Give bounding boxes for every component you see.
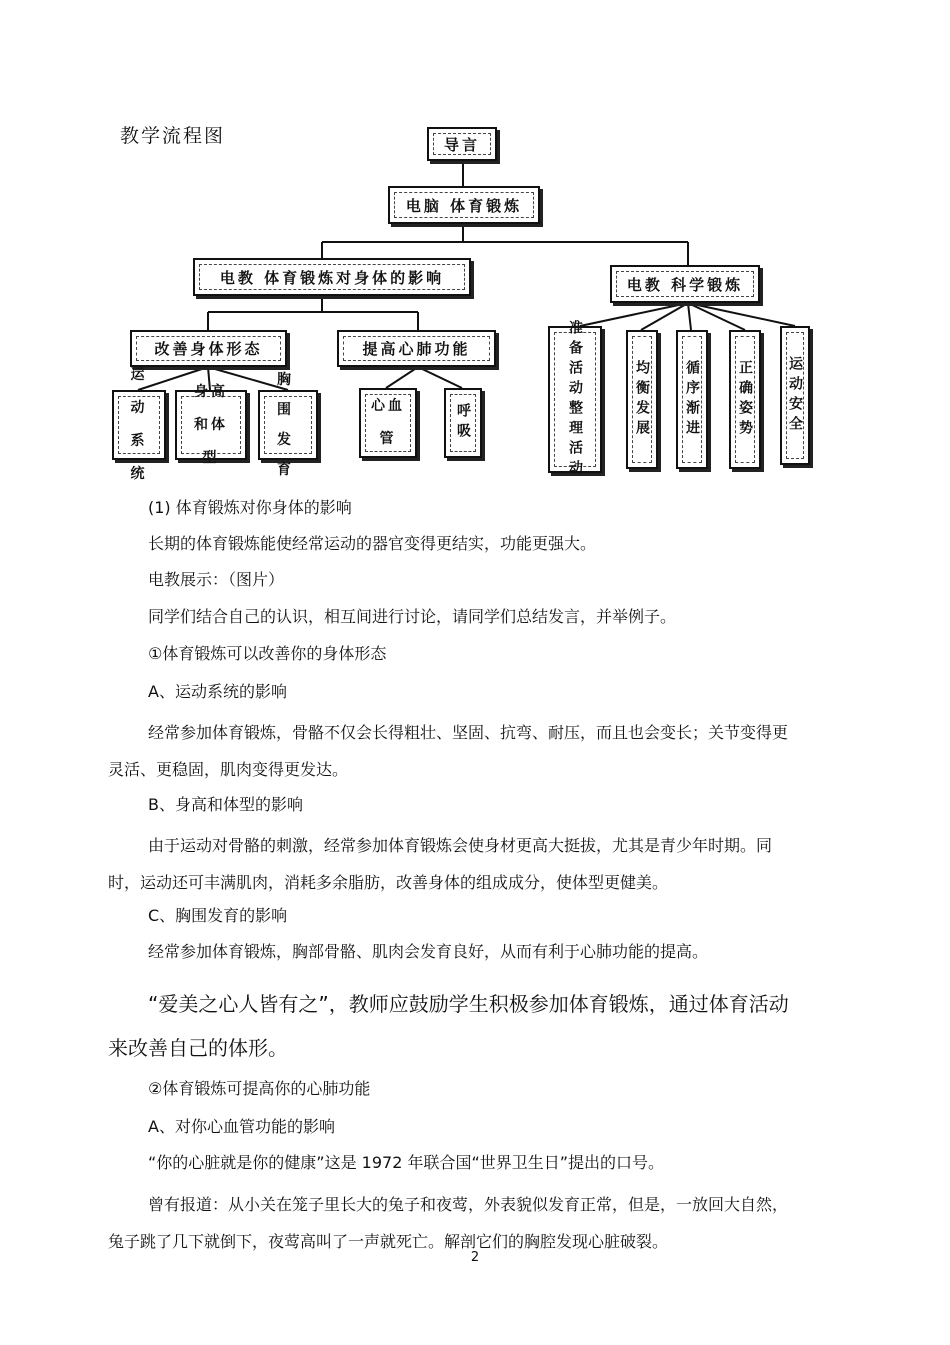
section-heading: (1) 体育锻炼对你身体的影响 <box>148 498 352 517</box>
paragraph: 同学们结合自己的认识，相互间进行讨论，请同学们总结发言，并举例子。 <box>148 607 677 626</box>
paragraph: 长期的体育锻炼能使经常运动的器官变得更结实，功能更强大。 <box>148 534 597 553</box>
node-exercise-safety <box>780 326 810 465</box>
node-exercise-safety-label: 运动安全 <box>786 332 804 459</box>
node-height-body-label: 身高和体型 <box>181 396 241 454</box>
node-body-effects-label: 电教 体育锻炼对身体的影响 <box>199 264 465 290</box>
node-chest-growth <box>258 372 318 478</box>
node-balanced-development-label: 均衡发展 <box>632 336 652 463</box>
paragraph: 电教展示：（图片） <box>148 570 285 589</box>
node-respiration <box>444 388 482 458</box>
node-height-body <box>175 383 247 466</box>
subheading: A、运动系统的影响 <box>148 682 287 701</box>
paragraph: “你的心脏就是你的健康”这是 1972 年联合国“世界卫生日”提出的口号。 <box>148 1153 665 1172</box>
subheading: C、胸围发育的影响 <box>148 906 288 925</box>
node-respiration-label: 呼吸 <box>450 394 476 452</box>
node-chest-growth-label: 胸围发育 <box>264 396 312 454</box>
subheading: B、身高和体型的影响 <box>148 795 303 814</box>
node-motor-system <box>112 367 166 482</box>
paragraph: 由于运动对骨骼的刺激，经常参加体育锻炼会使身材更高大挺拔，尤其是青少年时期。同时，运动还可丰满肌肉，消耗多余脂肪，改善身体的组成成分，使体型更健美。 <box>108 836 773 892</box>
node-cardio-function-label: 提高心肺功能 <box>343 336 490 361</box>
node-cardio-function <box>337 330 496 367</box>
node-correct-posture <box>729 330 761 469</box>
node-gradual-progress <box>676 330 708 469</box>
node-cardiovascular <box>359 388 417 458</box>
paragraph: 经常参加体育锻炼，骨骼不仅会长得粗壮、坚固、抗弯、耐压，而且也会变长；关节变得更灵活、更稳固，肌肉变得更发达。 <box>108 723 789 779</box>
paragraph-emphasis: “爱美之心人皆有之”，教师应鼓励学生积极参加体育锻炼，通过体育活动来改善自己的体形。 <box>108 992 789 1060</box>
node-body-effects <box>193 258 471 296</box>
subheading: A、对你心血管功能的影响 <box>148 1117 335 1136</box>
node-cardiovascular-label: 心血管 <box>365 394 411 452</box>
paragraph: 曾有报道：从小关在笼子里长大的兔子和夜莺，外表貌似发育正常，但是，一放回大自然，兔子跳了几下就倒下，夜莺高叫了一声就死亡。解剖它们的胸腔发现心脏破裂。 <box>108 1195 789 1251</box>
subheading: ①体育锻炼可以改善你的身体形态 <box>148 644 387 663</box>
node-scientific-exercise <box>610 265 760 303</box>
paragraph: 经常参加体育锻炼，胸部骨骼、肌肉会发育良好，从而有利于心肺功能的提高。 <box>148 942 709 961</box>
node-correct-posture-label: 正确姿势 <box>735 336 755 463</box>
node-pe-computer <box>388 186 540 224</box>
node-intro-label: 导言 <box>433 133 491 155</box>
page-number: 2 <box>470 1250 480 1265</box>
subheading: ②体育锻炼可提高你的心肺功能 <box>148 1079 371 1098</box>
node-improve-form-label: 改善身体形态 <box>136 336 281 361</box>
node-warmup-cooldown <box>548 319 602 480</box>
node-pe-computer-label: 电脑 体育锻炼 <box>394 192 534 218</box>
node-motor-system-label: 运动系统 <box>118 396 160 454</box>
node-balanced-development <box>626 330 658 469</box>
diagram-title: 教学流程图 <box>120 125 226 147</box>
node-intro <box>427 127 497 161</box>
node-scientific-exercise-label: 电教 科学锻炼 <box>616 271 754 297</box>
node-gradual-progress-label: 循序渐进 <box>682 336 702 463</box>
node-warmup-cooldown-label: 准备活动整理活动 <box>554 332 596 467</box>
